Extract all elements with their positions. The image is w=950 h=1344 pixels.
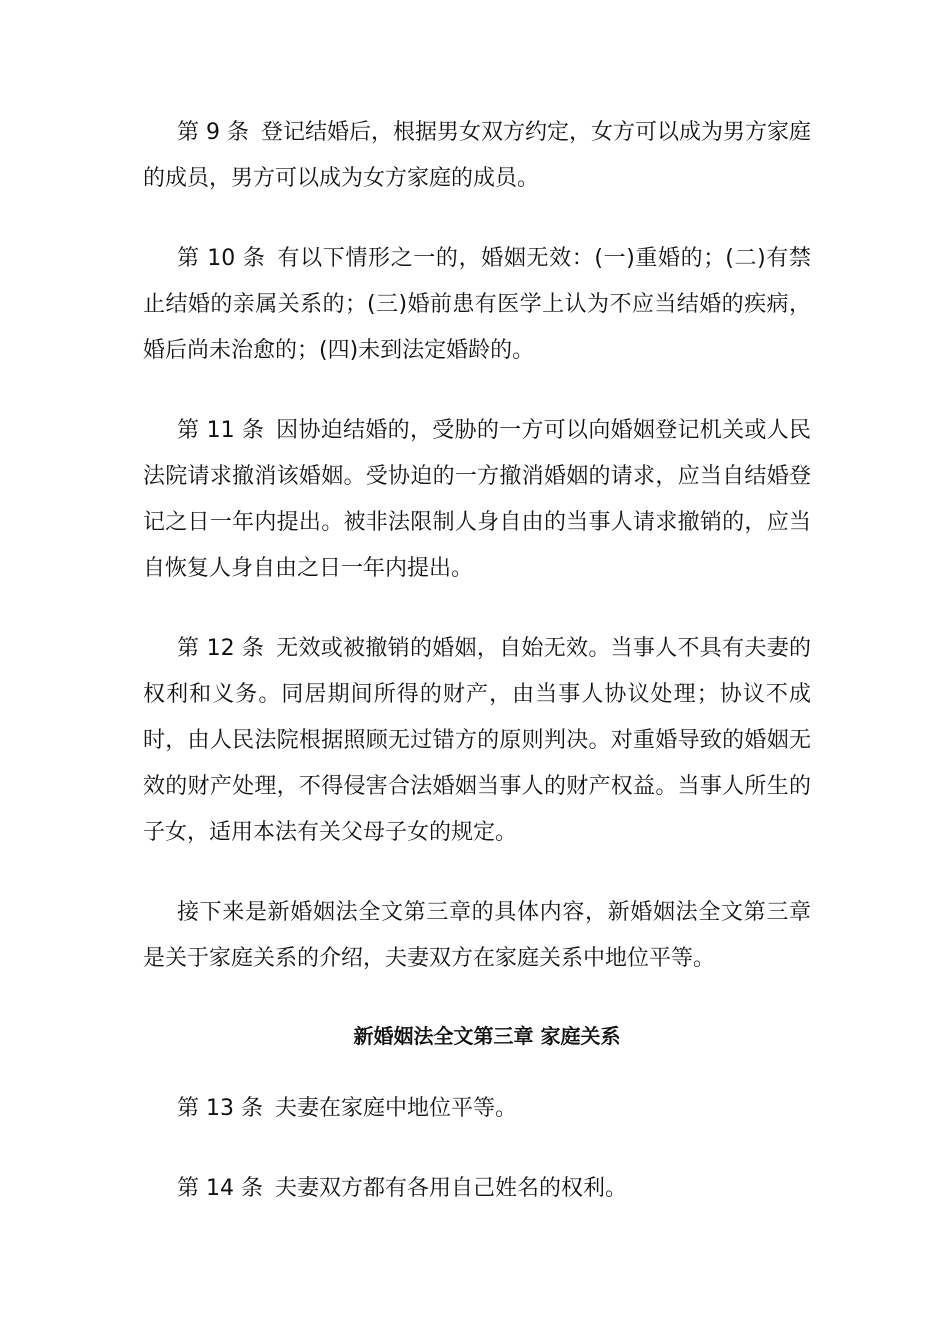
- article-11: [143, 408, 811, 592]
- article-text: 夫妻双方都有各用自己姓名的权利。: [274, 1176, 627, 1201]
- article-number: 第 11 条: [177, 418, 265, 443]
- article-text: 无效或被撤销的婚姻，自始无效。当事人不具有夫妻的权利和义务。同居期间所得的财产，由当事人协议处理；协议不成时，由人民法院根据照顾无过错方的原则判决。对重婚导致的婚姻无效的财产处理，不得侵害合法婚姻当事人的财产权益。当事人所生的子女，适用本法有关父母子女的规定。: [143, 636, 811, 845]
- document-page: [143, 110, 811, 1246]
- article-number: 第 14 条: [177, 1176, 263, 1201]
- article-text: 因协迫结婚的，受胁的一方可以向婚姻登记机关或人民法院请求撤消该婚姻。受协迫的一方撤消婚姻的请求，应当自结婚登记之日一年内提出。被非法限制人身自由的当事人请求撤销的，应当自恢复人身自由之日一年内提出。: [143, 418, 811, 581]
- article-number: 第 10 条: [177, 246, 266, 271]
- article-10: [143, 236, 811, 374]
- article-12: [143, 626, 811, 856]
- article-text: 有以下情形之一的，婚姻无效：(一)重婚的；(二)有禁止结婚的亲属关系的；(三)婚前患有医学上认为不应当结婚的疾病，婚后尚未治愈的；(四)未到法定婚龄的。: [143, 246, 811, 363]
- intro-paragraph: 接下来是新婚姻法全文第三章的具体内容，新婚姻法全文第三章是关于家庭关系的介绍，夫妻双方在家庭关系中地位平等。: [143, 900, 811, 971]
- article-number: 第 12 条: [177, 636, 265, 661]
- chapter-heading: 新婚姻法全文第三章 家庭关系: [353, 1024, 621, 1048]
- article-13: [143, 1086, 811, 1132]
- article-number: 第 13 条: [177, 1096, 263, 1121]
- article-text: 夫妻在家庭中地位平等。: [274, 1096, 517, 1121]
- article-text: 登记结婚后，根据男女双方约定，女方可以成为男方家庭的成员，男方可以成为女方家庭的成员。: [143, 120, 811, 191]
- article-14: [143, 1166, 811, 1212]
- article-number: 第 9 条: [177, 120, 249, 145]
- article-9: [143, 110, 811, 202]
